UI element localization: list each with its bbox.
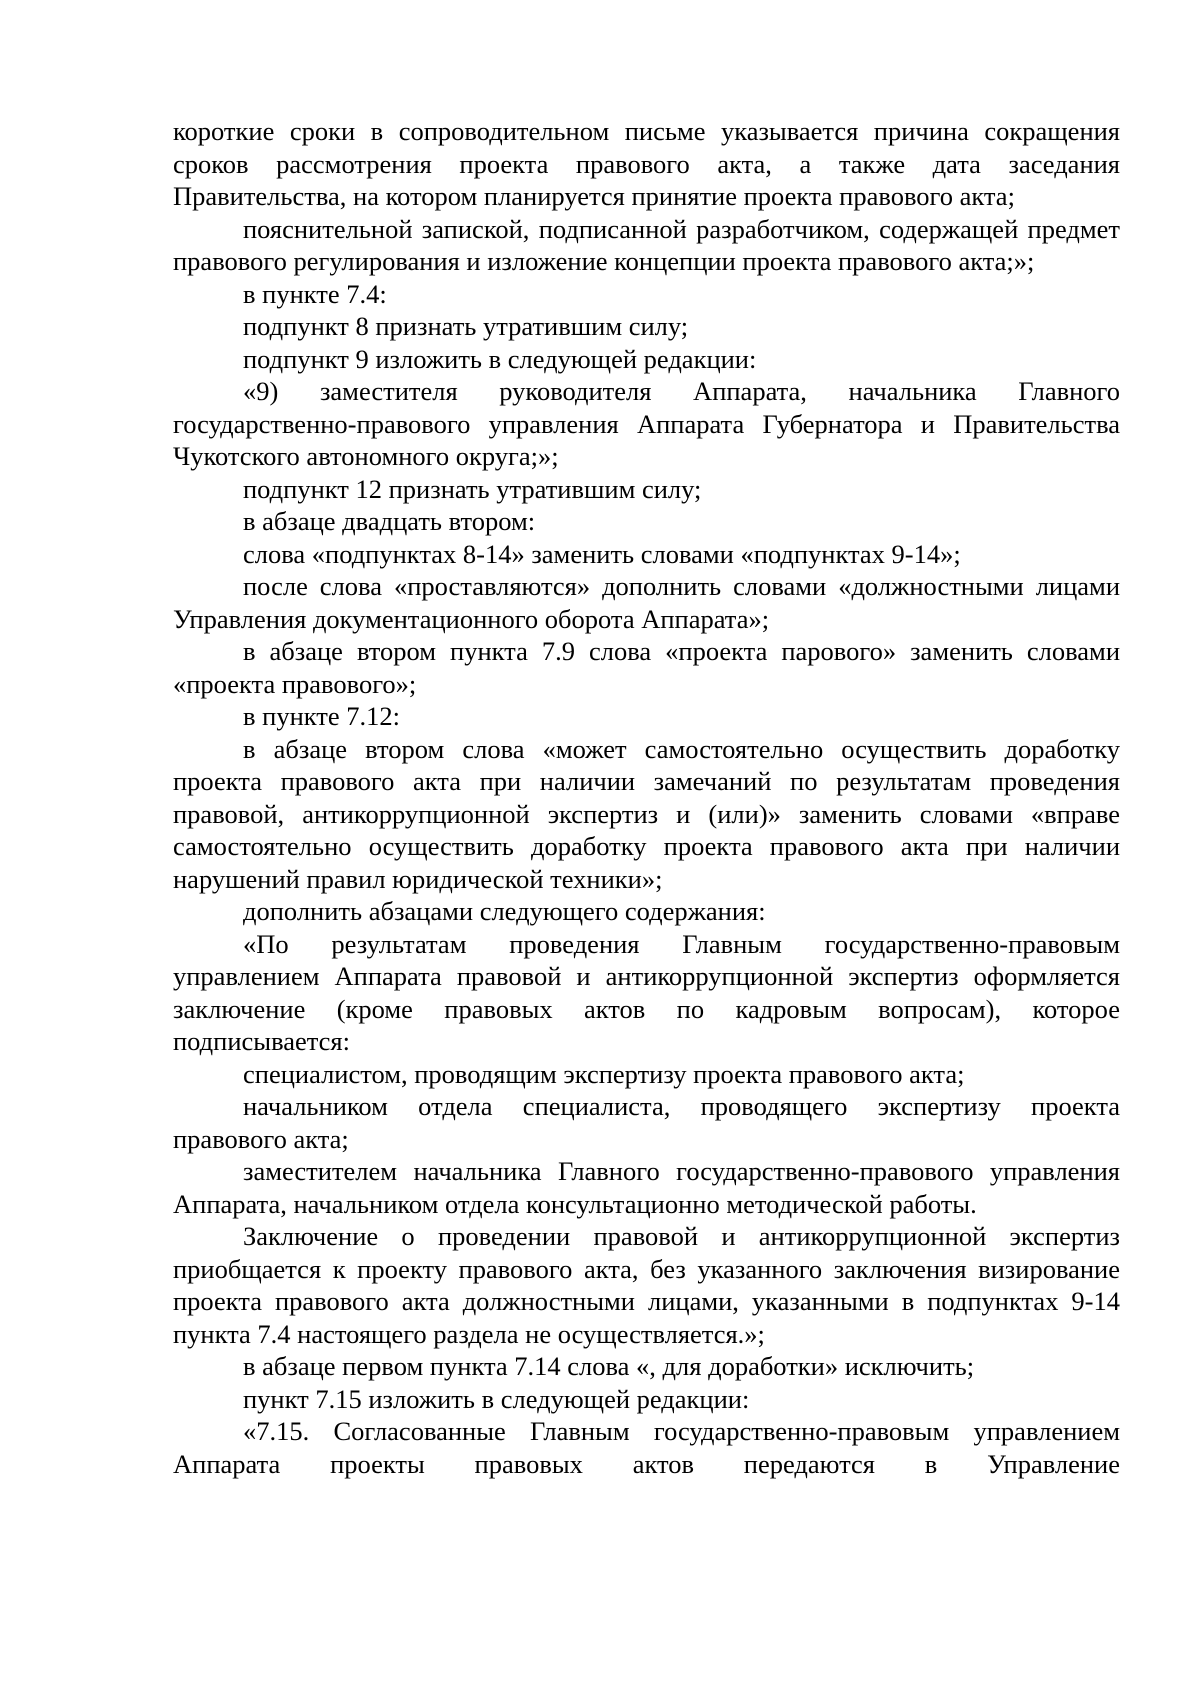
paragraph-abzats-second: в абзаце втором слова «может самостоятельно осуществить доработку проекта правового акта при наличии замечаний по результатам проведения правовой, антикоррупционной экспертиз и (или)» заменить словами «вправе самостоятельно осуществить доработку проекта правового акта при наличии нарушений правил юридической техники»; xyxy=(173,733,1120,894)
paragraph-explanatory-note: пояснительной запиской, подписанной разработчиком, содержащей предмет правового регулирования и изложение концепции проекта правового акта;»; xyxy=(173,213,1120,276)
paragraph-after-word: после слова «проставляются» дополнить словами «должностными лицами Управления документационного оборота Аппарата»; xyxy=(173,571,1120,634)
paragraph-specialist: специалистом, проводящим экспертизу проекта правового акта; xyxy=(243,1058,965,1089)
paragraph-subpoint-8: подпункт 8 признать утратившим силу; xyxy=(243,311,689,341)
paragraph-department-head: начальником отдела специалиста, проводящего экспертизу проекта правового акта; xyxy=(173,1091,1120,1154)
paragraph-subpoint-9-text: «9) заместителя руководителя Аппарата, начальника Главного государственно-правового управления Аппарата Губернатора и Правительства Чукотского автономного округа;»; xyxy=(173,376,1120,471)
paragraph-point-7-4: в пункте 7.4: xyxy=(243,278,387,309)
paragraph-point-7-12: в пункте 7.12: xyxy=(243,701,400,731)
paragraph-point-7-15: пункт 7.15 изложить в следующей редакции: xyxy=(243,1383,750,1414)
paragraph-abzats-22: в абзаце двадцать втором: xyxy=(243,506,536,536)
paragraph-point-7-9: в абзаце втором пункта 7.9 слова «проекта парового» заменить словами «проекта правового»; xyxy=(173,636,1120,699)
paragraph-subpoint-12: подпункт 12 признать утратившим силу; xyxy=(243,473,702,504)
paragraph-deputy-head: заместителем начальника Главного государственно-правового управления Аппарата, начальником отдела консультационно методической работы. xyxy=(173,1156,1120,1219)
paragraph-point-7-15-text: «7.15. Согласованные Главным государственно-правовым управлением Аппарата проекты правовых актов передаются в Управление xyxy=(173,1416,1120,1479)
paragraph-conclusion-attached: Заключение о проведении правовой и антикоррупционной экспертиз приобщается к проекту правового акта, без указанного заключения визирование проекта правового акта должностными лицами, указанными в подпунктах 9-14 пункта 7.4 настоящего раздела не осуществляется.»; xyxy=(173,1221,1120,1349)
paragraph-supplement: дополнить абзацами следующего содержания: xyxy=(243,896,766,926)
paragraph-point-7-14: в абзаце первом пункта 7.14 слова «, для доработки» исключить; xyxy=(243,1351,975,1381)
paragraph-subpoint-9: подпункт 9 изложить в следующей редакции: xyxy=(243,343,757,374)
document-body xyxy=(173,115,1120,1480)
paragraph-words-replace: слова «подпунктах 8-14» заменить словами «подпунктах 9-14»; xyxy=(243,538,961,569)
paragraph-continuation: короткие сроки в сопроводительном письме указывается причина сокращения сроков рассмотрения проекта правового акта, а также дата заседания Правительства, на котором планируется принятие проекта правового акта; xyxy=(173,116,1120,211)
paragraph-conclusion-signed: «По результатам проведения Главным государственно-правовым управлением Аппарата правовой и антикоррупционной экспертиз оформляется заключение (кроме правовых актов по кадровым вопросам), которое подписывается: xyxy=(173,928,1120,1056)
